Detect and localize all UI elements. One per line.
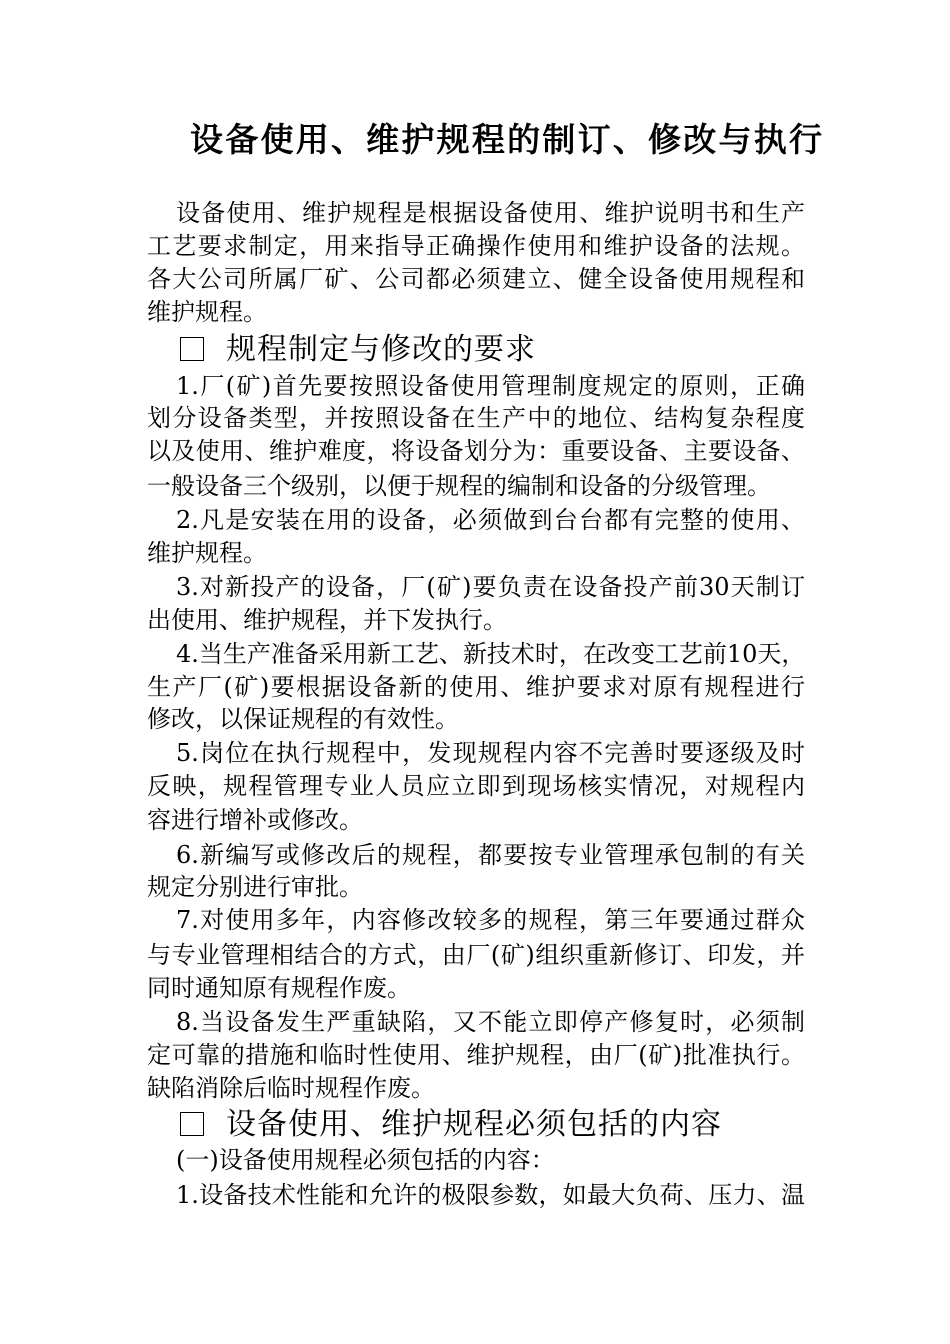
paragraph-line: 5.岗位在执行规程中，发现规程内容不完善时要逐级及时 [176,739,805,767]
paragraph-line: 工艺要求制定，用来指导正确操作使用和维护设备的法规。 [147,232,805,260]
paragraph-line: 规定分别进行审批。 [147,873,363,901]
paragraph-line: 各大公司所属厂矿、公司都必须建立、健全设备使用规程和 [147,265,805,293]
paragraph-line: 反映，规程管理专业人员应立即到现场核实情况，对规程内 [147,772,805,800]
paragraph-line: 同时通知原有规程作废。 [147,974,411,1002]
section-heading-text: 设备使用、维护规程必须包括的内容 [226,1107,722,1142]
paragraph-line: 1.厂(矿)首先要按照设备使用管理制度规定的原则，正确 [176,372,805,400]
paragraph-line: 缺陷消除后临时规程作废。 [147,1074,435,1102]
paragraph-line: 以及使用、维护难度，将设备划分为：重要设备、主要设备、 [147,437,805,465]
paragraph-line: 修改，以保证规程的有效性。 [147,705,459,733]
paragraph-line: 划分设备类型，并按照设备在生产中的地位、结构复杂程度 [147,404,805,432]
paragraph-line: 3.对新投产的设备，厂(矿)要负责在设备投产前30天制订 [176,573,805,601]
paragraph-line: 设备使用、维护规程是根据设备使用、维护说明书和生产 [176,199,805,227]
paragraph-line: 8.当设备发生严重缺陷，又不能立即停产修复时，必须制 [176,1008,805,1036]
paragraph-line: 容进行增补或修改。 [147,806,363,834]
paragraph-line: 1.设备技术性能和允许的极限参数，如最大负荷、压力、温 [176,1181,805,1209]
section-heading [180,330,536,370]
paragraph-line: 生产厂(矿)要根据设备新的使用、维护要求对原有规程进行 [147,673,805,701]
paragraph-line: 6.新编写或修改后的规程，都要按专业管理承包制的有关 [176,841,805,869]
paragraph-line: 维护规程。 [147,298,267,326]
paragraph-line: 与专业管理相结合的方式，由厂(矿)组织重新修订、印发，并 [147,941,805,969]
checkbox-square-icon [180,1112,204,1136]
paragraph-line: 7.对使用多年，内容修改较多的规程，第三年要通过群众 [176,906,805,934]
checkbox-square-icon [180,337,204,361]
paragraph-line: 维护规程。 [147,539,267,567]
paragraph-line: 定可靠的措施和临时性使用、维护规程，由厂(矿)批准执行。 [147,1041,805,1069]
section-heading-text: 规程制定与修改的要求 [226,332,536,367]
paragraph-line: 一般设备三个级别，以便于规程的编制和设备的分级管理。 [147,472,771,500]
section-heading [180,1105,722,1145]
document-title: 设备使用、维护规程的制订、修改与执行 [190,120,822,159]
paragraph-line: 2.凡是安装在用的设备，必须做到台台都有完整的使用、 [176,506,805,534]
paragraph-line: (一)设备使用规程必须包括的内容： [176,1146,555,1174]
paragraph-line: 4.当生产准备采用新工艺、新技术时，在改变工艺前10天， [176,640,806,668]
paragraph-line: 出使用、维护规程，并下发执行。 [147,606,507,634]
